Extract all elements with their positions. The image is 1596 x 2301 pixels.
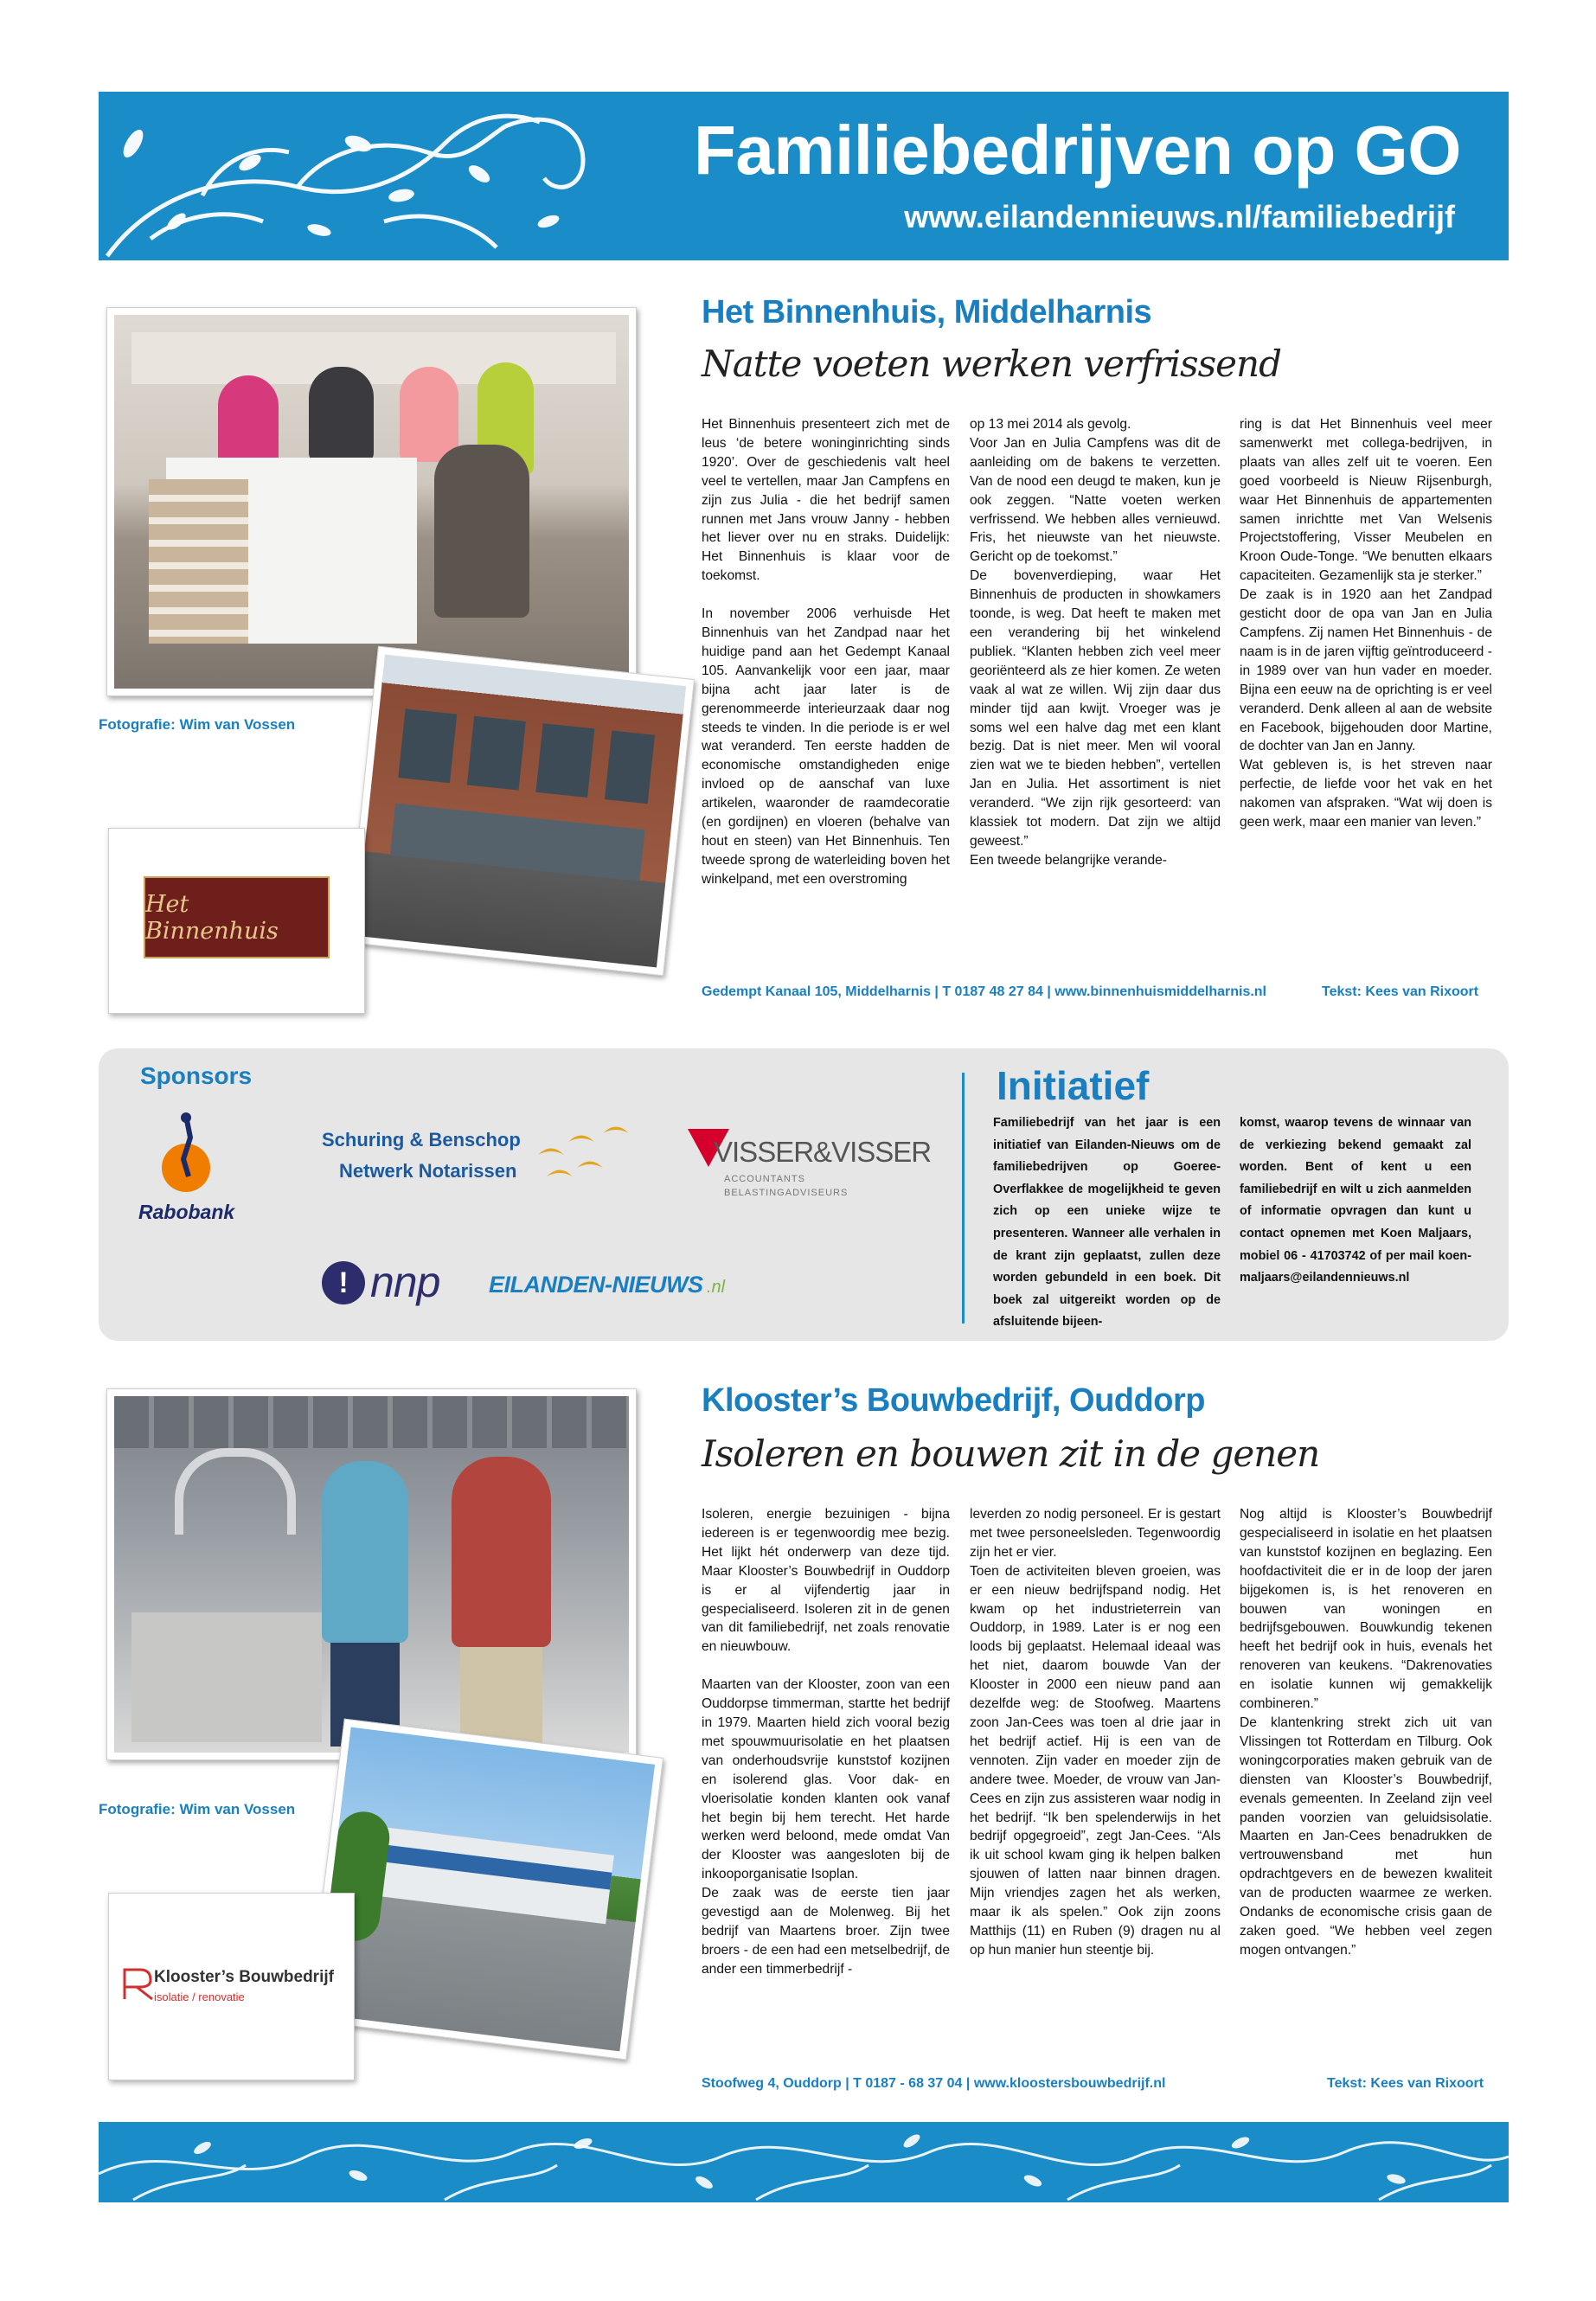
initiatief-title: Initiatief: [997, 1063, 1150, 1108]
article2-footer-author: Tekst: Kees van Rixoort: [1327, 2076, 1484, 2091]
rabobank-logo: [138, 1107, 234, 1228]
page-title: Familiebedrijven op GO: [694, 112, 1461, 189]
nnp-text: nnp: [370, 1258, 440, 1306]
bottom-banner: [99, 2122, 1509, 2202]
visser-visser-logo: [688, 1129, 930, 1215]
nnp-mark: [322, 1261, 365, 1304]
article2-column-2: leverden zo nodig personeel. Er is gestart met twee personeelsleden. Tegenwoordig zijn het er vier. Toen de activiteiten bleven groeien, was er een nieuw bedrijfspand nodig. Het kwam op het industrieterrein van Ouddorp, in 1989. Later is er nog een loods bij geplaatst. Helemaal ideaal was het niet, daarom bouwde Van der Klooster in 2000 een nieuw pand aan dezelfde weg: de Stoofweg. Maartens zoon Jan-Cees was toen al drie jaar in het bedrijf actief. Hij is een van de vennoten. Zijn vader en moeder zijn de andere twee. Moeder, de vrouw van Jan-Cees en zijn zus assisteren waar nodig in het bedrijf. “Ik ben spelenderwijs in het bedrijf opgegroeid”, zegt Jan-Cees. “Als ik uit school kwam ging ik helpen balken sjouwen of latten naar binnen dragen. Mijn vriendjes zagen het als werken, maar ik als spelen.” Ook zijn zoons Matthijs (11) en Ruben (9) dragen nu al op hun manier hun steentje bij.: [970, 1507, 1221, 1958]
visser-name: VISSER&VISSER: [714, 1136, 932, 1168]
article1-headline: Het Binnenhuis, Middelharnis: [702, 294, 1152, 330]
klooster-logo-tagline: isolatie / renovatie: [154, 1990, 245, 2003]
schuring-line2: Netwerk Notarissen: [339, 1160, 517, 1182]
article2-column-3: Nog altijd is Klooster’s Bouwbedrijf gespecialiseerd in isolatie en het plaatsen van kunststof kozijnen en beglazing. Een hoofdactiviteit die er in de loop der jaren bijgekomen is, is het renoveren en bouwen van woningen en bedrijfsgebouwen. Bouwkundig tekenen heeft het bedrijf ook in huis, evenals het renoveren van keukens. “Dakrenovaties en isolatie kunnen wij gemakkelijk combineren.” De klantenkring strekt zich uit van Vlissingen tot Rotterdam en Tilburg. Ook woningcorporaties maken gebruik van de diensten van Klooster’s Bouwbedrijf, evenals gemeenten. In Zeeland zijn veel panden voorzien van geluidsisolatie. Maarten en Jan-Cees benadrukken de vertrouwensband met hun opdrachtgevers en de bewezen kwaliteit van de producten waarmee ze werken. Ondanks de economische crisis gaan de zaken goed. “We hebben veel zegen mogen ontvangen.”: [1240, 1507, 1492, 1958]
article2-column-1: Isoleren, energie bezuinigen - bijna iedereen is er tegenwoordig mee bezig. Het lijkt hét onderwerp van deze tijd. Maar Klooster’s Bouwbedrijf in Ouddorp is er al vijfendertig jaar in gespecialiseerd. Isoleren zit in de genen van dit familiebedrijf, net zoals renovatie en nieuwbouw. Maarten van der Klooster, zoon van een Ouddorpse timmerman, startte het bedrijf in 1979. Maarten hield zich vooral bezig met spouwmuurisolatie en het plaatsen van onderhoudsvrije kunststof kozijnen en isolerend glas. Voor dak- en vloerisolatie konden klanten ook vanaf het begin bij hem terecht. Het harde werken werd beloond, mede omdat Van der Klooster was aangesloten bij de inkooporganisatie Isoplan. De zaak was de eerste tien jaar gevestigd aan de Molenweg. Bij het bedrijf van Maartens broer. Zijn twee broers - de een had een metselbedrijf, de ander een timmerbedrijf -: [702, 1507, 950, 1977]
article1-column-3: ring is dat Het Binnenhuis veel meer samenwerkt met collega-bedrijven, in plaats van alles zelf uit te voeren. Een goed voorbeeld is Nieuw Rijsenburgh, waar Het Binnenhuis de appartementen samen inrichtte met Van Welsenis Projectstoffering, Visser Meubelen en Kroon Oude-Tonge. “We benutten elkaars capaciteiten. Gezamenlijk sta je sterker.” De zaak is in 1920 aan het Zandpad gesticht door de opa van Jan en Julia Campfens. Zij namen Het Binnenhuis - de naam is in de jaren vijftig geïntroduceerd - in 1989 over van hun vader en moeder. Bijna een eeuw na de oprichting is er veel veranderd. Denk alleen al aan de website en Facebook, bijgehouden door Martine, de dochter van Jan en Janny. Wat gebleven is, is het streven naar perfectie, de liefde voor het vak en het nakomen van afspraken. “Wat wij doen is geen werk, maar een manier van leven.”: [1240, 417, 1492, 830]
initiatief-column-2: komst, waarop tevens de winnaar van de verkiezing bekend gemaakt zal worden. Bent of kent u een familiebedrijf en wilt u zich aanmelden of informatie opvragen dan kunt u contact opnemen met Koen Maljaars, mobiel 06 - 41703742 of per mail koen-maljaars@eilandennieuws.nl: [1240, 1116, 1471, 1285]
swirl-ornament-icon: [99, 92, 652, 260]
binnenhuis-logo: [144, 876, 330, 958]
article2-subhead: Isoleren en bouwen zit in de genen: [702, 1433, 1320, 1475]
banner-url[interactable]: www.eilandennieuws.nl/familiebedrijf: [904, 199, 1455, 234]
nnp-logo: [322, 1259, 460, 1311]
initiatief-divider: [962, 1073, 965, 1324]
article2-headline: Klooster’s Bouwbedrijf, Ouddorp: [702, 1382, 1205, 1419]
article2-footer-address: Stoofweg 4, Ouddorp | T 0187 - 68 37 04 | www.kloostersbouwbedrijf.nl: [702, 2076, 1166, 2091]
schuring-benschop-logo: [322, 1129, 651, 1198]
birds-icon: [529, 1120, 633, 1189]
article1-column-1: Het Binnenhuis presenteert zich met de leus ‘de betere woninginrichting sinds 1920’. Over de geschiedenis valt heel veel te vertellen, maar Jan Campfens en zijn zus Julia - die het bedrijf samen runnen met Jans vrouw Janny - hebben het liever over nu en straks. Duidelijk: Het Binnenhuis is klaar voor de toekomst. In november 2006 verhuisde Het Binnenhuis van het Zandpad naar het huidige pand aan het Gedempt Kanaal 105. Aanvankelijk voor een jaar, maar bijna acht jaar later is de gerenommeerde interieurzaak daar nog steeds te vinden. In die periode is er wel wat veranderd. Ten eerste hadden de economische omstandigheden enige invloed op de aanschaf van luxe artikelen, waaronder de raamdecoratie (en gordijnen) en vloeren (behalve van hout en steen) van Het Binnenhuis. Ten tweede sprong de waterleiding boven het winkelpand, met een overstroming: [702, 417, 950, 887]
article1-footer-address: Gedempt Kanaal 105, Middelharnis | T 0187 48 27 84 | www.binnenhuismiddelharnis.nl: [702, 984, 1266, 999]
schuring-line1: Schuring & Benschop: [322, 1129, 521, 1150]
rabobank-label: Rabobank: [138, 1201, 235, 1223]
eilanden-nieuws-text: EILANDEN-NIEUWS: [489, 1272, 703, 1298]
binnenhuis-logo-text: Het Binnenhuis: [145, 890, 279, 945]
article2-photo-credit: Fotografie: Wim van Vossen: [99, 1801, 296, 1817]
article1-photo-credit: Fotografie: Wim van Vossen: [99, 716, 296, 733]
eilanden-nieuws-logo: [489, 1272, 774, 1306]
article1-subhead: Natte voeten werken verfrissend: [702, 343, 1281, 385]
article2-logo-box: [108, 1893, 355, 2080]
article1-building-photo: [347, 646, 695, 977]
article2-building-photo: [307, 1719, 663, 2061]
article1-main-photo: [106, 307, 637, 696]
top-banner: [99, 92, 1509, 260]
klooster-logo-icon: [119, 1965, 157, 2003]
article2-main-photo: [106, 1388, 637, 1760]
sponsors-title: Sponsors: [140, 1062, 253, 1089]
floral-pattern-icon: [99, 2122, 1509, 2202]
klooster-logo-name: Klooster’s Bouwbedrijf: [154, 1968, 334, 1986]
eilanden-nieuws-suffix: .nl: [706, 1278, 726, 1297]
rabobank-icon: [138, 1107, 234, 1194]
initiatief-column-1: Familiebedrijf van het jaar is een initiatief van Eilanden-Nieuws om de familiebedrijven op Goeree-Overflakkee de mogelijkheid te geven zich op een unieke wijze te presenteren. Wanneer alle verhalen in de krant zijn geplaatst, zullen deze worden gebundeld in een boek. Dit boek zal uitgereikt worden op de afsluitende bijeen-: [993, 1116, 1221, 1330]
visser-sub2: BELASTINGADVISEURS: [724, 1188, 849, 1198]
visser-sub1: ACCOUNTANTS: [724, 1174, 805, 1184]
nnp-mark-text: !: [338, 1266, 349, 1299]
article1-logo-box: [108, 828, 365, 1014]
article1-column-2: op 13 mei 2014 als gevolg. Voor Jan en Julia Campfens was dit de aanleiding om de bakens te verzetten. Van de nood een deugd te maken, kun je ook zeggen. “Natte voeten werken verfrissend. We hebben alles vernieuwd. Fris, het nieuwste van het nieuwste. Gericht op de toekomst.” De bovenverdieping, waar Het Binnenhuis de producten in showkamers toonde, is weg. Dat heeft te maken met een verandering bij het winkelend publiek. “Klanten hebben zich veel meer georiënteerd als ze hier komen. Ze weten vaak al wat ze willen. Wij zijn daar dus minder tijd aan kwijt. Vroeger was je soms wel een halve dag met een klant bezig. Dat is niet meer. Men wil vooral zien wat we te bieden hebben”, vertellen Jan en Julia. Het assortiment is niet veranderd. “We zijn rijk gesorteerd: van klassiek tot modern. Dat zijn we altijd geweest.” Een tweede belangrijke verande-: [970, 417, 1221, 868]
article1-footer-author: Tekst: Kees van Rixoort: [1322, 984, 1479, 999]
